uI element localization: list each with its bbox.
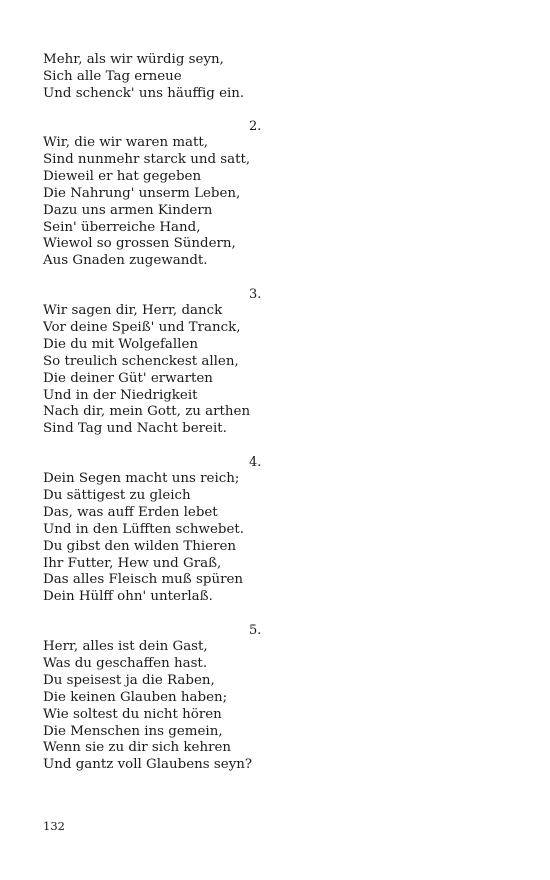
verse-line: Wie soltest du nicht hören <box>43 706 222 722</box>
verse-line: Dazu uns armen Kindern <box>43 202 213 218</box>
verse-line: Sind nunmehr starck und satt, <box>43 151 251 167</box>
verse-line: Die Nahrung' unserm Leben, <box>43 185 241 201</box>
verse-line: Und in der Niedrigkeit <box>43 387 198 403</box>
verse-line: Die deiner Güt' erwarten <box>43 370 213 386</box>
stanza-number: 3. <box>249 287 262 302</box>
verse-line: Wiewol so grossen Sündern, <box>43 236 236 252</box>
verse-line: Das alles Fleisch muß spüren <box>43 572 244 588</box>
stanza-4 <box>43 471 303 606</box>
verse-line: Die keinen Glauben haben; <box>43 689 228 705</box>
verse-line: Und in den Lüfften schwebet. <box>43 521 245 537</box>
opening-lines <box>43 52 303 103</box>
stanza-2 <box>43 135 303 270</box>
stanza-5 <box>43 639 303 774</box>
verse-line: Die Menschen ins gemein, <box>43 723 223 739</box>
verse-line: Das, was auff Erden lebet <box>43 504 218 520</box>
verse-line: Wenn sie zu dir sich kehren <box>43 740 232 756</box>
verse-line: Wir sagen dir, Herr, danck <box>43 303 223 318</box>
verse-line: Dieweil er hat gegeben <box>43 168 202 184</box>
verse-line: Und schenck' uns häuffig ein. <box>43 85 245 101</box>
verse-line: Du gibst den wilden Thieren <box>43 538 237 554</box>
verse-line: Was du geschaffen hast. <box>43 655 208 671</box>
stanza-number: 4. <box>249 455 262 470</box>
verse-line: Die du mit Wolgefallen <box>43 336 199 352</box>
verse-line: Und gantz voll Glaubens seyn? <box>43 757 253 773</box>
verse-line: Nach dir, mein Gott, zu arthen <box>43 404 251 420</box>
verse-line: Du speisest ja die Raben, <box>43 672 215 688</box>
verse-line: Mehr, als wir würdig seyn, <box>43 52 224 67</box>
verse-line: Sein' überreiche Hand, <box>43 219 201 235</box>
verse-line: Aus Gnaden zugewandt. <box>43 253 208 269</box>
verse-line: Dein Hülff ohn' unterlaß. <box>43 589 213 605</box>
verse-line: Du sättigest zu gleich <box>43 487 191 503</box>
page-number: 132 <box>43 819 65 833</box>
verse-line: Sind Tag und Nacht bereit. <box>43 421 227 437</box>
verse-line: So treulich schenckest allen, <box>43 353 239 369</box>
verse-line: Ihr Futter, Hew und Graß, <box>43 555 222 571</box>
stanza-number: 2. <box>249 119 262 134</box>
stanza-3 <box>43 303 303 438</box>
verse-line: Dein Segen macht uns reich; <box>43 471 240 486</box>
verse-line: Vor deine Speiß' und Tranck, <box>43 319 241 335</box>
verse-line: Sich alle Tag erneue <box>43 68 182 84</box>
verse-line: Wir, die wir waren matt, <box>43 135 209 150</box>
verse-line: Herr, alles ist dein Gast, <box>43 639 208 654</box>
stanza-number: 5. <box>249 623 262 638</box>
